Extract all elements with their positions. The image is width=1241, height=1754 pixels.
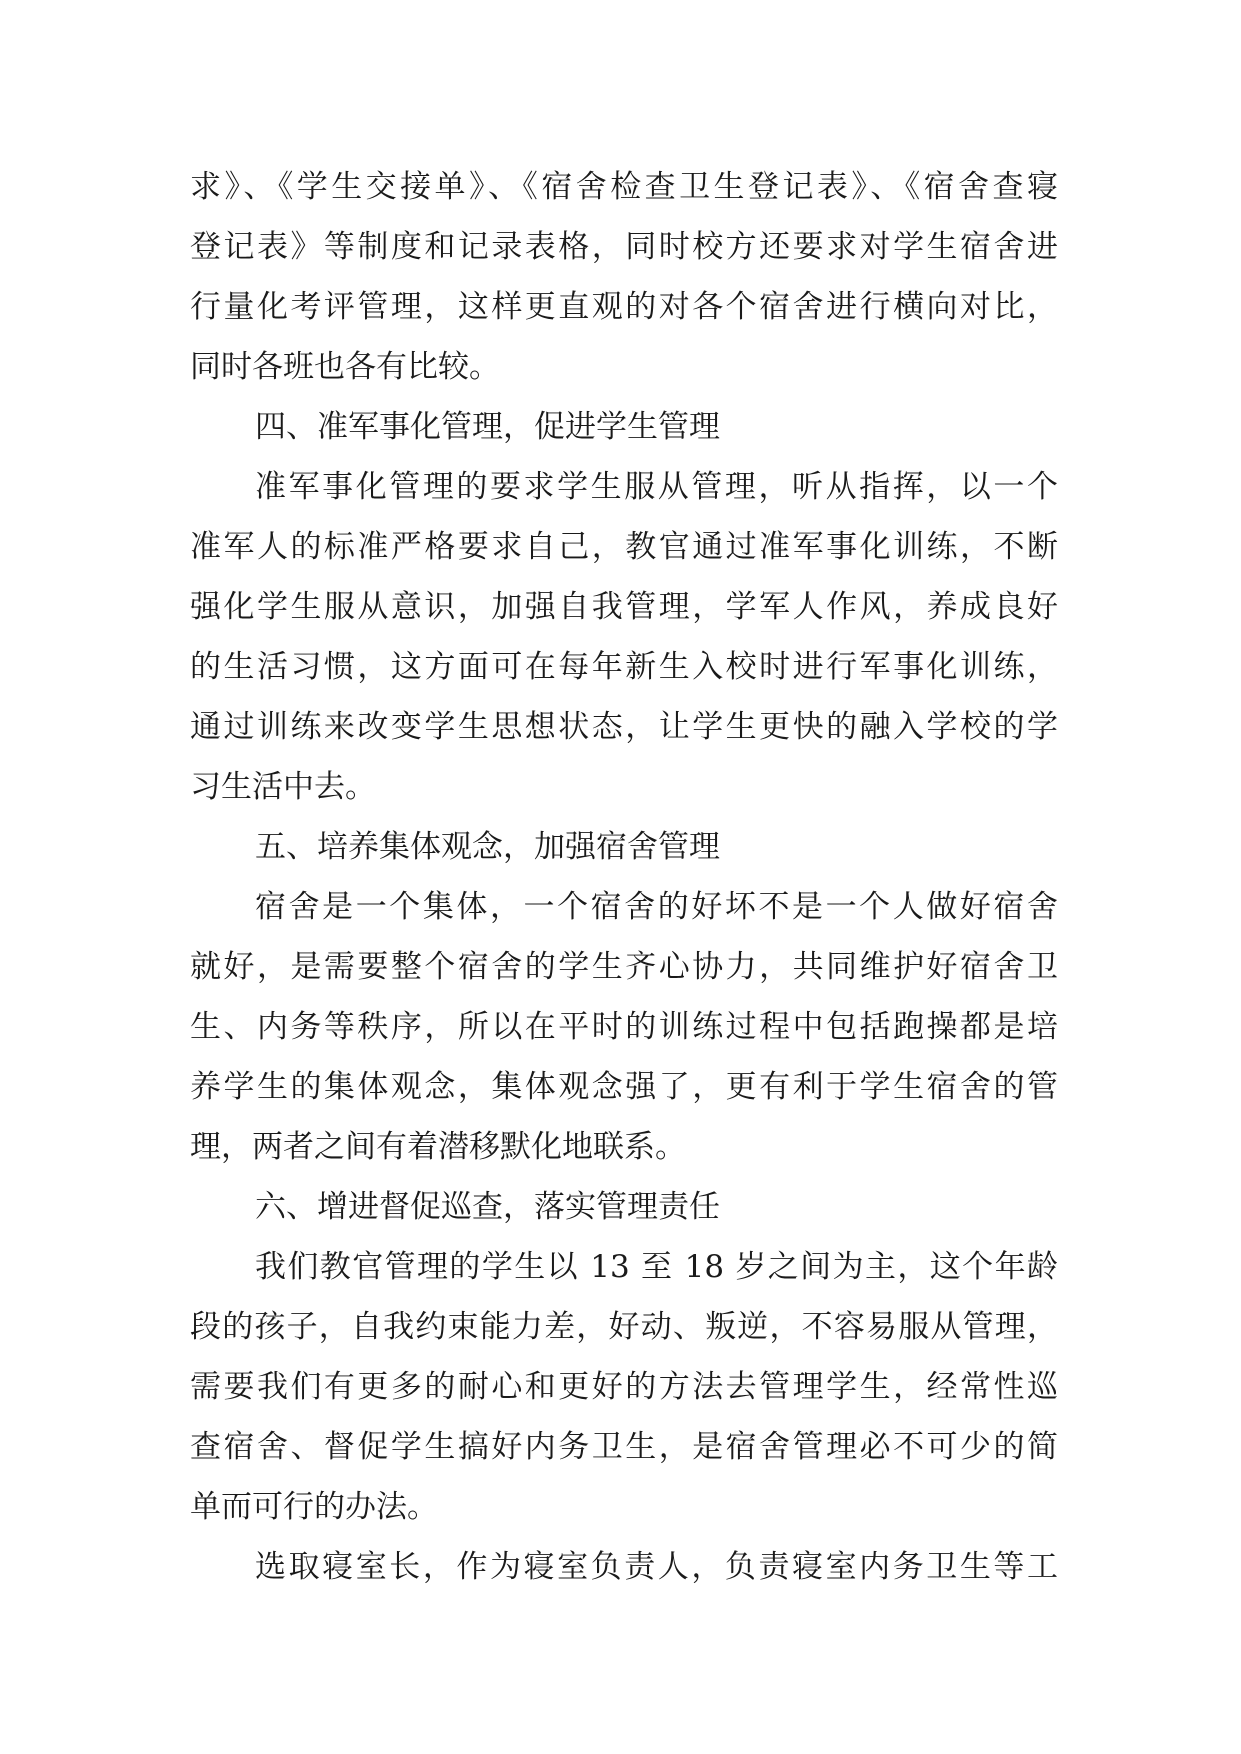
- text-line: 同时各班也各有比较。: [190, 349, 500, 385]
- text-line: 准军事化管理的要求学生服从管理，听从指挥，以一个: [255, 469, 1058, 505]
- text-line: 就好，是需要整个宿舍的学生齐心协力，共同维护好宿舍卫: [190, 949, 1058, 985]
- text-line: 登记表》等制度和记录表格，同时校方还要求对学生宿舍进: [190, 229, 1058, 265]
- text-line: 通过训练来改变学生思想状态，让学生更快的融入学校的学: [190, 709, 1058, 745]
- section-heading: 五、培养集体观念，加强宿舍管理: [255, 829, 720, 865]
- text-line: 查宿舍、督促学生搞好内务卫生，是宿舍管理必不可少的简: [190, 1429, 1058, 1465]
- text-line: 宿舍是一个集体，一个宿舍的好坏不是一个人做好宿舍: [255, 889, 1058, 925]
- text-line: 习生活中去。: [190, 769, 376, 805]
- text-line: 选取寝室长，作为寝室负责人，负责寝室内务卫生等工: [255, 1549, 1058, 1585]
- text-line: 单而可行的办法。: [190, 1489, 438, 1525]
- section-heading: 六、增进督促巡查，落实管理责任: [255, 1189, 720, 1225]
- text-line: 行量化考评管理，这样更直观的对各个宿舍进行横向对比，: [190, 289, 1058, 325]
- text-line: 我们教官管理的学生以 13 至 18 岁之间为主，这个年龄: [255, 1249, 1058, 1285]
- text-line: 强化学生服从意识，加强自我管理，学军人作风，养成良好: [190, 589, 1058, 625]
- text-line: 理，两者之间有着潜移默化地联系。: [190, 1129, 686, 1165]
- text-line: 养学生的集体观念，集体观念强了，更有利于学生宿舍的管: [190, 1069, 1058, 1105]
- text-line: 生、内务等秩序，所以在平时的训练过程中包括跑操都是培: [190, 1009, 1058, 1045]
- section-heading: 四、准军事化管理，促进学生管理: [255, 409, 720, 445]
- text-line: 求》、《学生交接单》、《宿舍检查卫生登记表》、《宿舍查寝: [190, 169, 1058, 205]
- text-line: 的生活习惯，这方面可在每年新生入校时进行军事化训练，: [190, 649, 1058, 685]
- text-line: 需要我们有更多的耐心和更好的方法去管理学生，经常性巡: [190, 1369, 1058, 1405]
- text-line: 准军人的标准严格要求自己，教官通过准军事化训练，不断: [190, 529, 1058, 565]
- text-line: 段的孩子，自我约束能力差，好动、叛逆，不容易服从管理，: [190, 1309, 1058, 1345]
